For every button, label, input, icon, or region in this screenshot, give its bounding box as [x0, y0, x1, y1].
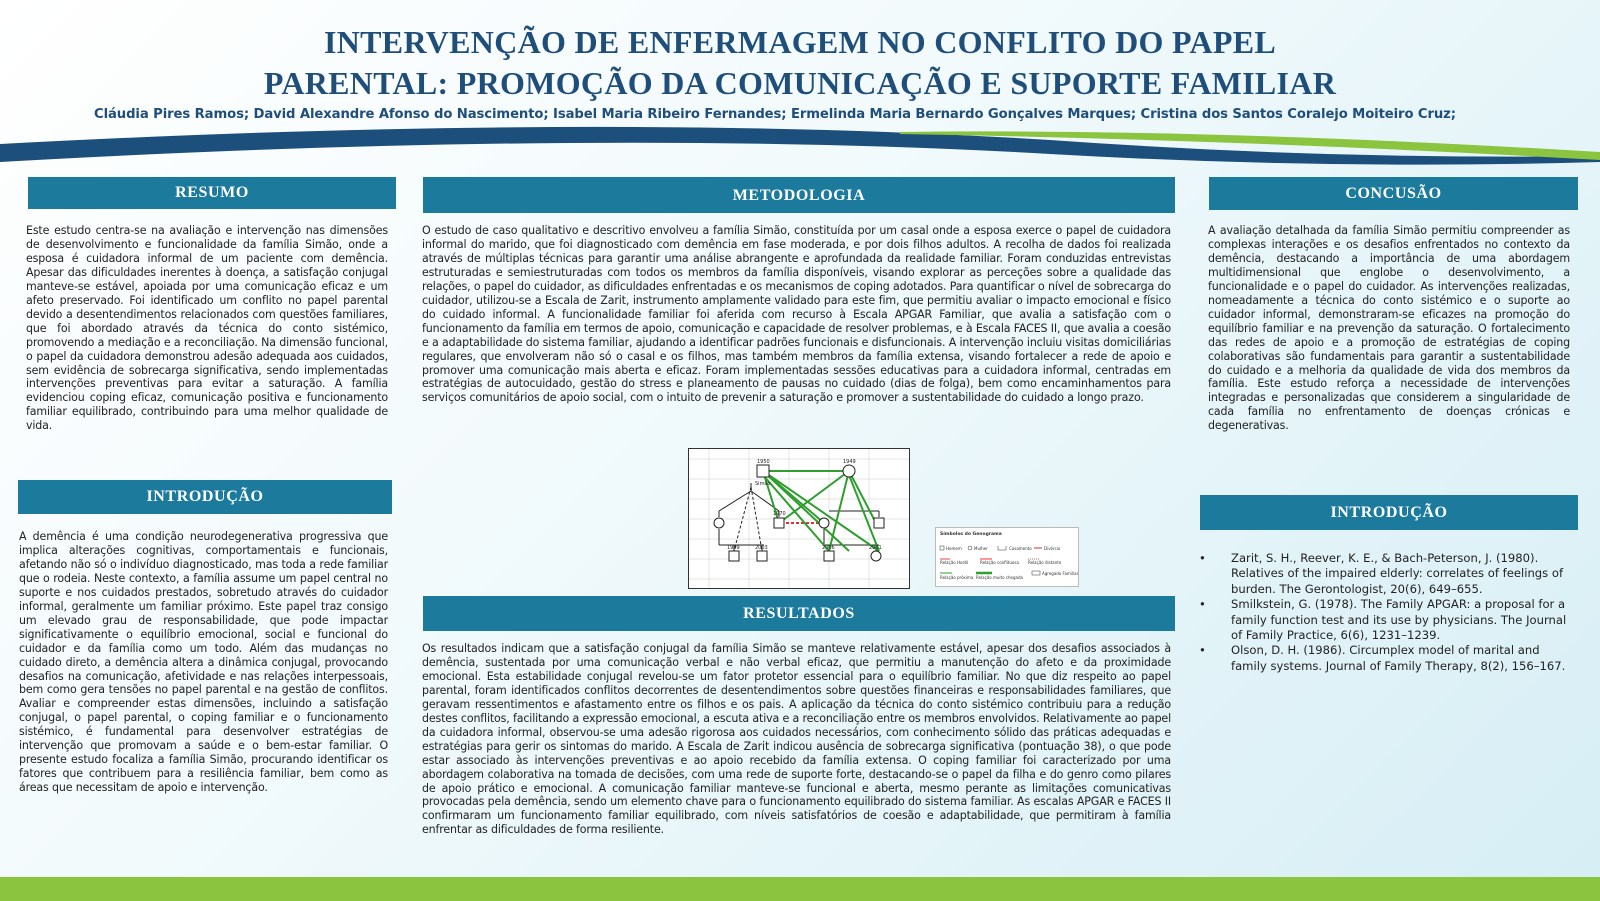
introducao-heading: INTRODUÇÃO — [18, 480, 392, 514]
legend-item-5: Relação Hostil — [940, 560, 969, 565]
references-list — [1199, 551, 1569, 674]
legend-item-4: Divórcio — [1044, 546, 1061, 551]
conclusao-text: A avaliação detalhada da família Simão permitiu compreender as complexas interações e os desafios enfrentados no contexto da demência, destacando a importância de uma abordagem multidimensional que englobe o desenvolvimento, a funcionalidade e o papel do cuidador. As intervenções realizadas, nomeadamente a técnica do conto sistémico e o suporte ao cuidador informal, demonstraram-se eficazes na promoção do equilíbrio familiar e na prevenção da saturação. O fortalecimento das redes de apoio e a promoção de estratégias de coping colaborativas são fundamentais para garantir a sustentabilidade do cuidado e a melhoria da qualidade de vida dos membros da família. Este estudo reforça a necessidade de intervenções integradas e personalizadas que considerem a singularidade de cada família no enfrentamento de doenças crónicas e degenerativas. — [1208, 224, 1570, 433]
reference-item: • Zarit, S. H., Reever, K. E., & Bach-Peterson, J. (1980). Relatives of the impaired elderly: correlates of feelings of burden. The Gerontologist, 20(6), 649–655. — [1199, 551, 1569, 597]
legend-item-10: Agregado Familiar — [1042, 571, 1078, 576]
genogram-year-4: 1999 — [727, 545, 740, 551]
header-swoosh — [0, 118, 1600, 178]
poster-title — [0, 22, 1600, 104]
footer-bar — [0, 877, 1600, 901]
genogram-legend — [935, 527, 1079, 587]
genogram-year-5: 2003 — [755, 545, 768, 551]
genogram-year-7: 2001 — [869, 545, 882, 551]
legend-item-7: Relação distante — [1028, 560, 1062, 565]
resumo-text: Este estudo centra-se na avaliação e intervenção nas dimensões de desenvolvimento e funcionalidade da família Simão, onde a esposa é cuidadora informal de um paciente com demência. Apesar das dificuldades inerentes à doença, a satisfação conjugal manteve-se estável, apoiada por uma comunicação eficaz e um afeto preservado. Foi identificado um conflito no papel parental devido a desentendimentos relacionados com questões familiares, que foi abordado através da técnica do conto sistémico, promovendo a mediação e a reconciliação. Na dimensão funcional, o papel da cuidadora demonstrou adesão adequada aos cuidados, sem evidência de sobrecarga significativa, sendo implementadas intervenções preventivas para evitar a saturação. A família evidenciou coping eficaz, comunicação positiva e funcionamento familiar equilibrado, contribuindo para uma melhor qualidade de vida. — [26, 224, 388, 433]
resultados-heading: RESULTADOS — [423, 596, 1175, 631]
genogram-svg — [689, 449, 909, 588]
genogram-center-label: Simão — [755, 481, 771, 487]
resultados-text: Os resultados indicam que a satisfação conjugal da família Simão se manteve relativamente estável, apesar dos desafios associados à demência, sustentada por uma comunicação verbal e não verbal eficaz, que permitiu a manutenção do afeto e da proximidade emocional. Esta estabilidade conjugal revelou-se um fator protetor essencial para o equilíbrio familiar. No que diz respeito ao papel parental, foram identificados conflitos decorrentes de desentendimentos sobre questões financeiras e responsabilidades familiares, que geravam ressentimentos e afastamento entre os filhos e os pais. A aplicação da técnica do conto sistémico contribuiu para a redução destes conflitos, facilitando a expressão emocional, a escuta ativa e a reconciliação entre os membros envolvidos. Relativamente ao papel da cuidadora informal, observou-se uma adesão rigorosa aos cuidados necessários, com conhecimento sólido das práticas adequadas e estratégias para gerir os sintomas do marido. A Escala de Zarit indicou ausência de sobrecarga significativa (pontuação 38), o que pode estar associado às intervenções preventivas e ao apoio recebido da família extensa. O coping familiar foi caracterizado por uma abordagem colaborativa na tomada de decisões, com uma rede de suporte forte, destacando-se o papel da filha e do genro como pilares de apoio prático e emocional. A comunicação familiar manteve-se funcional e aberta, mesmo perante as limitações comunicativas provocadas pela demência, sendo um elemento chave para o funcionamento equilibrado do sistema familiar. As escalas APGAR e FACES II confirmaram um funcionamento familiar equilibrado, com níveis satisfatórios de coesão e adaptabilidade, que permitiram à família enfrentar as dificuldades de forma resiliente. — [422, 642, 1171, 837]
title-line-1: INTERVENÇÃO DE ENFERMAGEM NO CONFLITO DO PAPEL — [324, 24, 1276, 60]
genogram-legend-svg — [936, 528, 1078, 586]
genogram-year-3: 1970 — [773, 511, 786, 517]
genogram-figure — [688, 448, 910, 589]
legend-item-1: Homem — [946, 546, 962, 551]
legend-title: Símbolos do Genograma — [940, 532, 1002, 537]
conclusao-heading: CONCUSÃO — [1209, 177, 1578, 210]
legend-item-8: Relação próxima — [940, 575, 974, 580]
referencias-heading: INTRODUÇÃO — [1200, 495, 1578, 530]
metodologia-heading: METODOLOGIA — [423, 177, 1175, 213]
legend-item-6: Relação conflituosa — [980, 560, 1019, 565]
metodologia-text: O estudo de caso qualitativo e descritivo envolveu a família Simão, constituída por um casal onde a esposa exerce o papel de cuidadora informal do marido, que foi diagnosticado com demência em fase moderada, e por dois filhos adultos. A recolha de dados foi realizada através de múltiplas técnicas para garantir uma análise abrangente e aprofundada da realidade familiar. Foram conduzidas entrevistas estruturadas e semiestruturadas com todos os membros da família disponíveis, visando explorar as perceções sobre a qualidade das relações, o papel do cuidador, as dificuldades enfrentadas e os mecanismos de coping adotados. Para quantificar o nível de sobrecarga do cuidador, utilizou-se a Escala de Zarit, instrumento amplamente validado para este fim, que permitiu avaliar o impacto emocional e físico do cuidado informal. A funcionalidade familiar foi aferida com recurso à Escala APGAR Familiar, que avalia a satisfação com o funcionamento da família em termos de apoio, comunicação e capacidade de resolver problemas, e à Escala FACES II, que avalia a coesão e a adaptabilidade do sistema familiar, ajudando a identificar padrões funcionais e disfuncionais. A intervenção incluiu visitas domiciliárias regulares, que envolveram não só o casal e os filhos, mas também membros da família extensa, visando fortalecer a rede de apoio e promover uma comunicação mais aberta e eficaz. Foram implementadas sessões educativas para a cuidadora informal, centradas em estratégias de autocuidado, gestão do stress e planeamento de pausas no cuidado (dias de folga), bem como encaminhamentos para serviços comunitários de apoio social, com o intuito de prevenir a saturação e promover a sustentabilidade do cuidado a longo prazo. — [422, 224, 1171, 405]
genogram-year-1: 1950 — [757, 459, 770, 465]
legend-item-9: Relação muito chegada — [976, 575, 1023, 580]
legend-item-3: Casamento — [1009, 546, 1032, 551]
reference-item: • Smilkstein, G. (1978). The Family APGAR: a proposal for a family function test and its use by physicians. The Journal of Family Practice, 6(6), 1231–1239. — [1199, 597, 1569, 643]
reference-item: • Olson, D. H. (1986). Circumplex model of marital and family systems. Journal of Family Therapy, 8(2), 156–167. — [1199, 643, 1569, 674]
genogram-year-2: 1949 — [843, 459, 856, 465]
genogram-year-6: 2006 — [822, 545, 835, 551]
authors: Cláudia Pires Ramos; David Alexandre Afonso do Nascimento; Isabel Maria Ribeiro Fernandes; Ermelinda Maria Bernardo Gonçalves Marques; Cristina dos Santos Coralejo Moiteiro Cruz; — [94, 107, 1456, 122]
legend-item-2: Mulher — [974, 546, 988, 551]
title-line-2: PARENTAL: PROMOÇÃO DA COMUNICAÇÃO E SUPORTE FAMILIAR — [263, 65, 1337, 101]
introducao-text: A demência é uma condição neurodegenerativa progressiva que implica alterações cognitivas, comportamentais e funcionais, afetando não só o indivíduo diagnosticado, mas toda a rede familiar que o rodeia. Neste contexto, a família assume um papel central no suporte e nos cuidados prestados, sobretudo através do cuidador informal, geralmente um familiar próximo. Este papel traz consigo um elevado grau de responsabilidade, que pode impactar significativamente o equilíbrio emocional, social e funcional do cuidador e da família como um todo. Além das mudanças no cuidado direto, a demência altera a dinâmica conjugal, provocando desafios na comunicação, afetividade e nas relações interpessoais, bem como gera tensões no papel parental e na gestão de conflitos. Avaliar e compreender estas dimensões, incluindo a satisfação conjugal, o papel parental, o coping familiar e o funcionamento sistémico, é fundamental para desenvolver estratégias de intervenção que promovam a saúde e o bem-estar familiar. O presente estudo focaliza a família Simão, procurando identificar os fatores que contribuem para a resiliência familiar, bem como as áreas que necessitam de apoio e intervenção. — [19, 530, 388, 795]
resumo-heading: RESUMO — [28, 177, 396, 209]
